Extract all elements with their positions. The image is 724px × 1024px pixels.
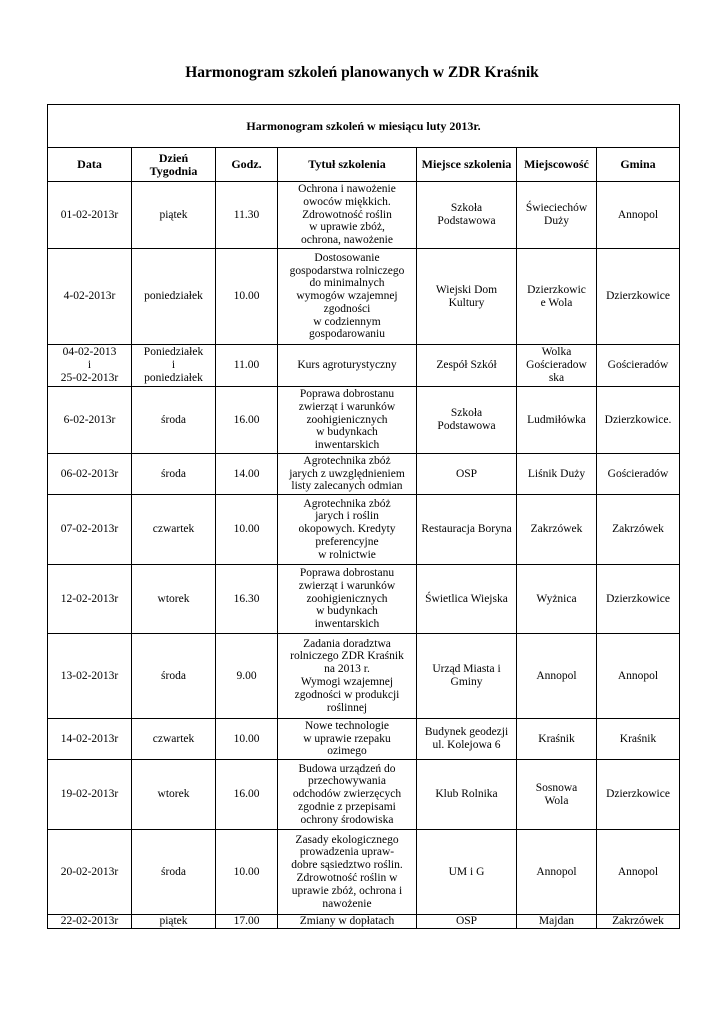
cell-weekday: czwartek [132, 719, 216, 760]
cell-venue: Zespół Szkół [417, 345, 517, 387]
column-header-weekday: Dzień Tygodnia [132, 148, 216, 182]
cell-commune: Kraśnik [597, 719, 680, 760]
cell-commune: Gościeradów [597, 454, 680, 495]
cell-town: Sosnowa Wola [517, 760, 597, 830]
cell-time: 11.30 [216, 182, 278, 249]
cell-commune: Dzierzkowice [597, 249, 680, 345]
table-row [48, 565, 680, 634]
cell-weekday: piątek [132, 182, 216, 249]
cell-commune: Zakrzówek [597, 495, 680, 565]
cell-weekday: środa [132, 830, 216, 915]
cell-commune: Gościeradów [597, 345, 680, 387]
cell-venue: Szkoła Podstawowa [417, 387, 517, 454]
cell-time: 16.00 [216, 760, 278, 830]
cell-venue: Wiejski Dom Kultury [417, 249, 517, 345]
cell-time: 14.00 [216, 454, 278, 495]
column-header-topic: Tytuł szkolenia [278, 148, 417, 182]
cell-topic: Zmiany w dopłatach [278, 915, 417, 929]
cell-topic: Poprawa dobrostanu zwierząt i warunków zoohigienicznych w budynkach inwentarskich [278, 565, 417, 634]
table-row [48, 387, 680, 454]
cell-weekday: poniedziałek [132, 249, 216, 345]
cell-venue: Klub Rolnika [417, 760, 517, 830]
column-header-time: Godz. [216, 148, 278, 182]
cell-date: 04-02-2013 i 25-02-2013r [48, 345, 132, 387]
schedule-table [47, 104, 680, 929]
cell-commune: Annopol [597, 634, 680, 719]
cell-topic: Kurs agroturystyczny [278, 345, 417, 387]
cell-town: Kraśnik [517, 719, 597, 760]
cell-venue: OSP [417, 915, 517, 929]
cell-venue: Świetlica Wiejska [417, 565, 517, 634]
cell-town: Wolka Gościeradow ska [517, 345, 597, 387]
table-caption: Harmonogram szkoleń w miesiącu luty 2013r. [48, 105, 680, 148]
column-header-venue: Miejsce szkolenia [417, 148, 517, 182]
cell-weekday: wtorek [132, 760, 216, 830]
table-row [48, 760, 680, 830]
cell-date: 22-02-2013r [48, 915, 132, 929]
cell-weekday: środa [132, 387, 216, 454]
table-row [48, 249, 680, 345]
cell-topic: Ochrona i nawożenie owoców miękkich. Zdrowotność roślin w uprawie zbóż, ochrona, nawożenie [278, 182, 417, 249]
cell-commune: Dzierzkowice. [597, 387, 680, 454]
cell-weekday: piątek [132, 915, 216, 929]
cell-venue: OSP [417, 454, 517, 495]
cell-date: 07-02-2013r [48, 495, 132, 565]
cell-time: 10.00 [216, 719, 278, 760]
cell-topic: Zasady ekologicznego prowadzenia upraw- dobre sąsiedztwo roślin. Zdrowotność roślin w uprawie zbóż, ochrona i nawożenie [278, 830, 417, 915]
table-row [48, 634, 680, 719]
cell-commune: Dzierzkowice [597, 760, 680, 830]
cell-venue: Urząd Miasta i Gminy [417, 634, 517, 719]
cell-town: Annopol [517, 634, 597, 719]
cell-time: 16.00 [216, 387, 278, 454]
cell-time: 16.30 [216, 565, 278, 634]
column-header-date: Data [48, 148, 132, 182]
cell-weekday: wtorek [132, 565, 216, 634]
cell-date: 13-02-2013r [48, 634, 132, 719]
table-row [48, 495, 680, 565]
column-header-town: Miejscowość [517, 148, 597, 182]
cell-time: 11.00 [216, 345, 278, 387]
cell-topic: Zadania doradztwa rolniczego ZDR Kraśnik na 2013 r. Wymogi wzajemnej zgodności w produkcji roślinnej [278, 634, 417, 719]
cell-commune: Annopol [597, 830, 680, 915]
cell-town: Wyżnica [517, 565, 597, 634]
table-row [48, 915, 680, 929]
table-row [48, 830, 680, 915]
table-row [48, 719, 680, 760]
cell-weekday: środa [132, 454, 216, 495]
table-row [48, 454, 680, 495]
cell-town: Annopol [517, 830, 597, 915]
cell-date: 20-02-2013r [48, 830, 132, 915]
cell-weekday: czwartek [132, 495, 216, 565]
table-row [48, 182, 680, 249]
cell-topic: Agrotechnika zbóż jarych z uwzględnieniem listy zalecanych odmian [278, 454, 417, 495]
cell-town: Majdan [517, 915, 597, 929]
column-header-commune: Gmina [597, 148, 680, 182]
cell-town: Dzierzkowic e Wola [517, 249, 597, 345]
cell-time: 9.00 [216, 634, 278, 719]
cell-town: Liśnik Duży [517, 454, 597, 495]
cell-commune: Zakrzówek [597, 915, 680, 929]
cell-weekday: Poniedziałek i poniedziałek [132, 345, 216, 387]
cell-time: 10.00 [216, 830, 278, 915]
cell-town: Świeciechów Duży [517, 182, 597, 249]
cell-topic: Nowe technologie w uprawie rzepaku ozimego [278, 719, 417, 760]
cell-venue: Restauracja Boryna [417, 495, 517, 565]
cell-date: 06-02-2013r [48, 454, 132, 495]
cell-venue: UM i G [417, 830, 517, 915]
cell-date: 4-02-2013r [48, 249, 132, 345]
cell-topic: Poprawa dobrostanu zwierząt i warunków zoohigienicznych w budynkach inwentarskich [278, 387, 417, 454]
document-title: Harmonogram szkoleń planowanych w ZDR Kraśnik [185, 64, 539, 81]
table-body [48, 182, 680, 929]
cell-topic: Budowa urządzeń do przechowywania odchodów zwierzęcych zgodnie z przepisami ochrony środowiska [278, 760, 417, 830]
cell-topic: Agrotechnika zbóż jarych i roślin okopowych. Kredyty preferencyjne w rolnictwie [278, 495, 417, 565]
cell-date: 01-02-2013r [48, 182, 132, 249]
cell-topic: Dostosowanie gospodarstwa rolniczego do minimalnych wymogów wzajemnej zgodności w codziennym gospodarowaniu [278, 249, 417, 345]
cell-commune: Dzierzkowice [597, 565, 680, 634]
cell-town: Ludmiłówka [517, 387, 597, 454]
table-header-row [48, 148, 680, 182]
cell-town: Zakrzówek [517, 495, 597, 565]
cell-time: 17.00 [216, 915, 278, 929]
cell-date: 19-02-2013r [48, 760, 132, 830]
cell-commune: Annopol [597, 182, 680, 249]
cell-time: 10.00 [216, 495, 278, 565]
cell-date: 6-02-2013r [48, 387, 132, 454]
cell-date: 14-02-2013r [48, 719, 132, 760]
cell-weekday: środa [132, 634, 216, 719]
cell-venue: Szkoła Podstawowa [417, 182, 517, 249]
cell-time: 10.00 [216, 249, 278, 345]
table-row [48, 345, 680, 387]
cell-venue: Budynek geodezji ul. Kolejowa 6 [417, 719, 517, 760]
cell-date: 12-02-2013r [48, 565, 132, 634]
